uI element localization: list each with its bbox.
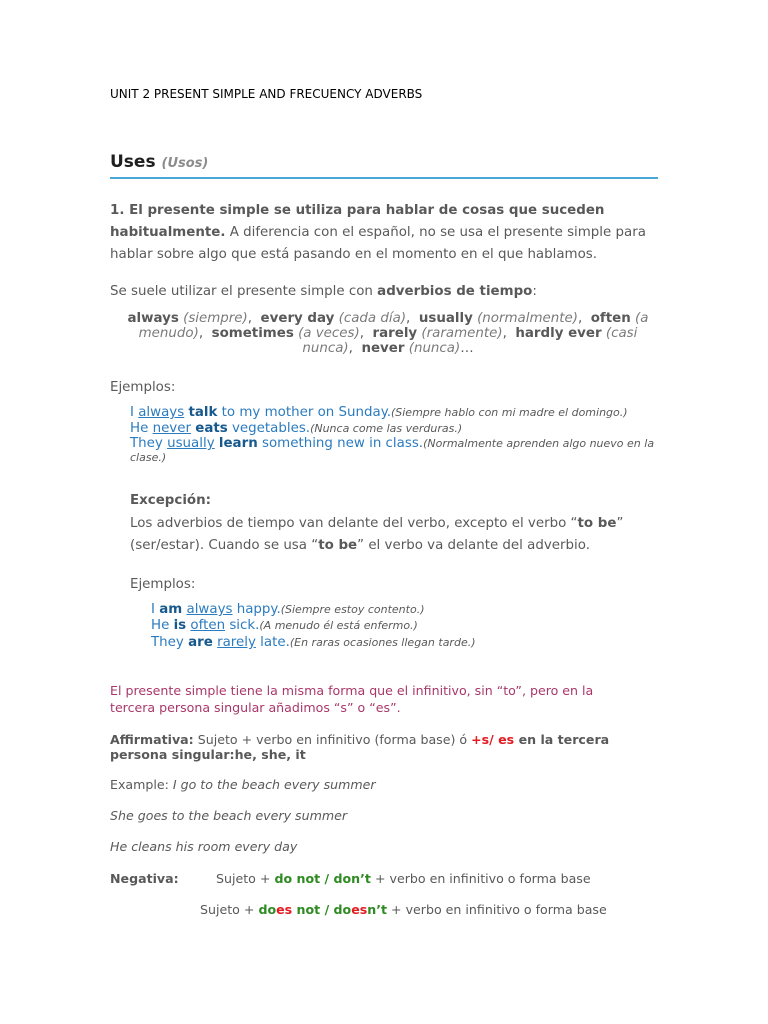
- example-text: vegetables.: [227, 421, 311, 436]
- example-text: happy.: [232, 602, 281, 617]
- affirmative-bold: en la tercera persona singular:he, she, it: [110, 732, 610, 762]
- negative-text: Sujeto +: [216, 871, 275, 886]
- example-sentence: [130, 405, 660, 421]
- negative-text: + verbo en infinitivo o forma base: [387, 902, 607, 917]
- example-verb: talk: [188, 405, 218, 420]
- example-translation: (Siempre estoy contento.): [280, 603, 425, 616]
- example-translation: (En raras ocasiones llegan tarde.): [289, 636, 476, 649]
- adverb-word: never: [361, 341, 405, 356]
- adverbs-ellipsis: …: [460, 341, 474, 356]
- example-text: He clean: [110, 839, 166, 854]
- infinitive-note: El presente simple tiene la misma forma que el infinitivo, sin “to”, pero en la tercera persona singular añadimos “s” o “es”.: [110, 683, 594, 715]
- example-translation: (A menudo él está enfermo.): [259, 619, 418, 632]
- adverb-translation: (casi nunca): [302, 326, 638, 356]
- uses-heading: [110, 152, 208, 172]
- example-line: [110, 839, 297, 854]
- example-text: They: [151, 635, 189, 650]
- negative-auxiliary: do: [258, 902, 277, 917]
- intro-paragraph: [110, 200, 658, 266]
- negative-label: Negativa:: [110, 871, 179, 886]
- intro-rest: A diferencia con el español, no se usa el presente simple para hablar sobre algo que está pasando en el momento en el que hablamos.: [110, 225, 646, 262]
- exception-bold: to be: [577, 516, 617, 531]
- example-verb: are: [188, 635, 213, 650]
- adverbs-intro: [110, 284, 537, 299]
- negative-auxiliary: n’t: [367, 902, 388, 917]
- example-text: late.: [255, 635, 290, 650]
- adverbs-intro-text: Se suele utilizar el presente simple con: [110, 284, 378, 299]
- uses-heading-text: Uses: [110, 152, 156, 172]
- adverb-translation: (nunca): [408, 341, 461, 356]
- intro-bold: 1. El presente simple se utiliza para hablar de cosas que suceden habitualmente.: [110, 203, 605, 240]
- adverb-translation: (a menudo): [138, 311, 649, 341]
- example-verb: eats: [195, 421, 228, 436]
- example-sentence: [151, 635, 476, 651]
- example-text: I go to the beach every summer: [172, 777, 376, 792]
- examples-label: Ejemplos:: [130, 577, 196, 592]
- example-sentence: [130, 421, 660, 437]
- exception-bold: to be: [318, 538, 358, 553]
- adverb-word: often: [590, 311, 631, 326]
- negative-auxiliary: do not / don’t: [274, 871, 371, 886]
- adverb-translation: (normalmente): [477, 311, 578, 326]
- example-line: [110, 808, 347, 823]
- adverb-word: usually: [418, 311, 473, 326]
- example-translation: (Normalmente aprenden algo nuevo en la clase.): [130, 437, 655, 464]
- adverb-word: every day: [260, 311, 335, 326]
- example-text: sick.: [225, 618, 260, 633]
- example-verb: learn: [218, 436, 258, 451]
- example-text: to my mother on Sunday.: [217, 405, 391, 420]
- adverb-translation: (raramente): [421, 326, 503, 341]
- example-line: [110, 777, 376, 792]
- example-sentence: [130, 437, 660, 465]
- exception-text: ” el verbo va delante del adverbio.: [357, 538, 590, 553]
- example-text: to the beach every summer: [167, 808, 348, 823]
- affirmative-label: Affirmativa:: [110, 732, 194, 747]
- example-ending: es: [153, 808, 168, 823]
- example-verb: am: [159, 602, 183, 617]
- example-translation: (Siempre hablo con mi madre el domingo.): [390, 406, 628, 419]
- example-label: Example:: [110, 777, 173, 792]
- exception-paragraph: [130, 513, 640, 557]
- negative-text: Sujeto +: [200, 902, 259, 917]
- example-text: his room every day: [171, 839, 298, 854]
- exception-heading: Excepción:: [130, 493, 212, 508]
- affirmative-rule: [110, 732, 650, 762]
- negative-ending: es: [351, 902, 368, 917]
- adverb-word: always: [127, 311, 179, 326]
- negative-text: + verbo en infinitivo o forma base: [370, 871, 591, 886]
- adverb-word: hardly ever: [515, 326, 602, 341]
- adverb-word: sometimes: [211, 326, 294, 341]
- negative-rule-2: [200, 902, 607, 917]
- document-title: UNIT 2 PRESENT SIMPLE AND FRECUENCY ADVERBS: [110, 87, 423, 101]
- adverb-translation: (cada día): [338, 311, 407, 326]
- example-adverb: rarely: [217, 635, 256, 650]
- exception-text: Los adverbios de tiempo van delante del verbo, excepto el verbo “: [130, 516, 578, 531]
- examples-label: Ejemplos:: [110, 380, 176, 395]
- example-text: I: [130, 405, 139, 420]
- negative-rule-1: [216, 871, 591, 886]
- example-text: something new in class.: [257, 436, 424, 451]
- affirmative-text: Sujeto + verbo en infinitivo (forma base) ó: [193, 732, 472, 747]
- example-adverb: often: [190, 618, 226, 633]
- example-verb: is: [173, 618, 187, 633]
- adverb-translation: (siempre): [183, 311, 248, 326]
- example-sentence: [151, 602, 424, 618]
- example-sentence: [151, 618, 418, 634]
- negative-ending: es: [276, 902, 293, 917]
- example-adverb: always: [138, 405, 185, 420]
- example-ending: s: [165, 839, 172, 854]
- adverbs-list: always (siempre), every day (cada día), usually (normalmente), often (a menudo), sometimes (a veces), rarely (raramente), hardly ever (casi nunca), never (nunca)…: [127, 311, 649, 356]
- adverb-translation: (a veces): [298, 326, 360, 341]
- negative-auxiliary: not / do: [292, 902, 352, 917]
- affirmative-ending: +s/ es: [471, 732, 515, 747]
- uses-subheading: (Usos): [161, 156, 209, 171]
- exception-text: ” (ser/estar). Cuando se usa “: [130, 516, 624, 553]
- example-translation: (Nunca come las verduras.): [310, 422, 463, 435]
- example-text: I: [151, 602, 160, 617]
- heading-rule: [110, 177, 658, 179]
- adverbs-intro-colon: :: [532, 284, 537, 299]
- example-text: She go: [110, 808, 154, 823]
- example-text: They: [130, 436, 168, 451]
- example-text: He: [130, 421, 153, 436]
- example-text: He: [151, 618, 174, 633]
- example-adverb: usually: [167, 436, 215, 451]
- adverb-word: rarely: [372, 326, 418, 341]
- adverbs-intro-bold: adverbios de tiempo: [377, 284, 533, 299]
- example-adverb: never: [152, 421, 191, 436]
- example-adverb: always: [186, 602, 233, 617]
